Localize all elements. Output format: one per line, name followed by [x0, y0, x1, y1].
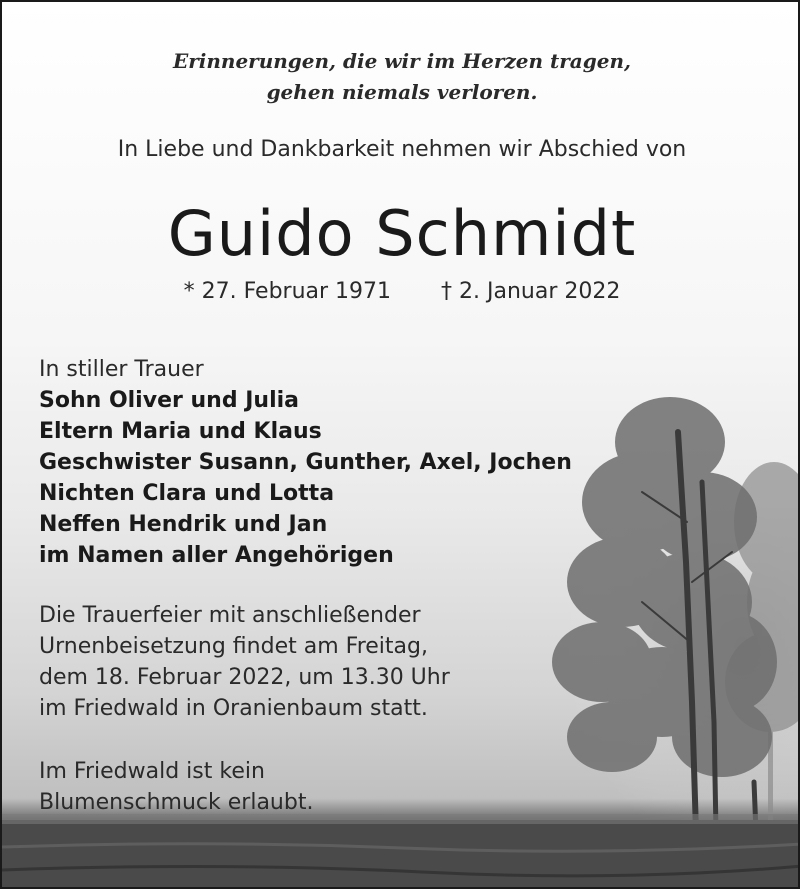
ceremony-line: Die Trauerfeier mit anschließender: [39, 603, 421, 628]
farewell-intro: In Liebe und Dankbarkeit nehmen wir Abschied von: [117, 137, 687, 162]
mourner-line: Sohn Oliver und Julia: [39, 388, 300, 413]
death-date: † 2. Januar 2022: [441, 279, 621, 304]
deceased-name: Guido Schmidt: [167, 197, 637, 270]
mourners-lead: In stiller Trauer: [39, 357, 204, 382]
ground: [2, 820, 800, 889]
mourner-line: Neffen Hendrik und Jan: [39, 512, 328, 537]
ceremony-line: im Friedwald in Oranienbaum statt.: [39, 696, 428, 721]
memorial-quote: [2, 46, 800, 108]
quote-line-2: gehen niemals verloren.: [266, 80, 538, 104]
mourners-list: [39, 354, 572, 571]
mourner-line: Geschwister Susann, Gunther, Axel, Jochen: [39, 450, 572, 475]
note-line: Blumenschmuck erlaubt.: [39, 790, 314, 815]
ceremony-line: dem 18. Februar 2022, um 13.30 Uhr: [39, 665, 450, 690]
note-line: Im Friedwald ist kein: [39, 759, 265, 784]
ceremony-info: [39, 600, 450, 724]
mourner-line: im Namen aller Angehörigen: [39, 543, 394, 568]
mourner-line: Nichten Clara und Lotta: [39, 481, 335, 506]
ceremony-line: Urnenbeisetzung findet am Freitag,: [39, 634, 428, 659]
life-dates: [2, 274, 800, 310]
flowers-note: [39, 756, 313, 818]
mourner-line: Eltern Maria und Klaus: [39, 419, 322, 444]
birth-date: * 27. Februar 1971: [183, 279, 392, 304]
quote-line-1: Erinnerungen, die wir im Herzen tragen,: [173, 49, 631, 73]
